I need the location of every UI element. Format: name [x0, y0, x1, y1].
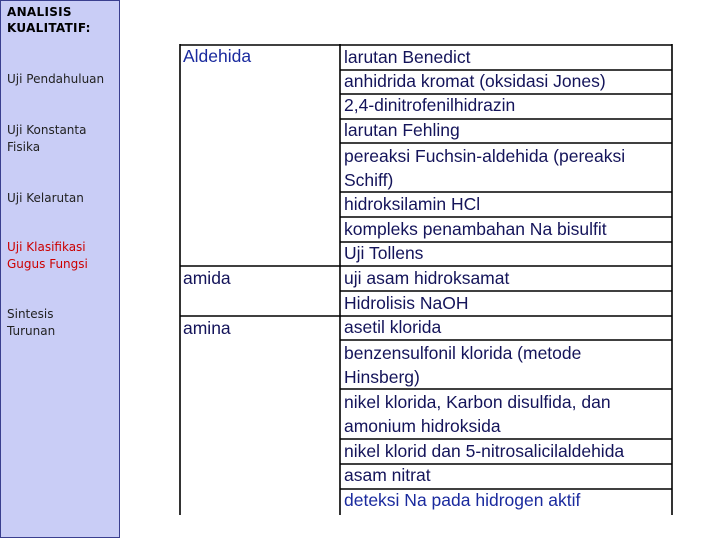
test-cell: deteksi Na pada hidrogen aktif [344, 490, 581, 510]
sidebar-item-label: Uji Pendahuluan [7, 72, 105, 86]
test-cell: hidroksilamin HCl [344, 194, 481, 214]
test-cell-line: amonium hidroksida [344, 416, 501, 436]
sidebar-item-label: Uji Klasifikasi [7, 240, 86, 254]
sidebar-item-label: Uji Konstanta [7, 123, 87, 137]
sidebar-item-uji-kelarutan[interactable] [7, 190, 84, 207]
group-label-amina: amina [183, 318, 231, 338]
group-label-aldehida: Aldehida [183, 46, 252, 66]
sidebar-nav [0, 0, 120, 538]
test-cell: asam nitrat [344, 465, 431, 485]
test-cell-line: Schiff) [344, 170, 394, 190]
test-cell: anhidrida kromat (oksidasi Jones) [344, 71, 606, 91]
test-cell: nikel klorid dan 5-nitrosalicilaldehida [344, 441, 625, 461]
test-cell: larutan Benedict [344, 47, 471, 67]
functional-group-test-table [179, 44, 673, 515]
sidebar-heading [7, 4, 91, 36]
test-cell [344, 144, 625, 192]
sidebar-item-sintesis-turunan[interactable] [7, 306, 55, 340]
test-cell: Uji Tollens [344, 243, 424, 263]
sidebar-heading-line: ANALISIS [7, 5, 72, 19]
group-label-amida: amida [183, 268, 231, 288]
sidebar-item-label: Fisika [7, 140, 41, 154]
test-cell [344, 390, 611, 438]
sidebar-item-uji-klasifikasi-gugus-fungsi[interactable] [7, 239, 88, 273]
test-cell: Hidrolisis NaOH [344, 293, 469, 313]
sidebar-item-label: Uji Kelarutan [7, 191, 84, 205]
sidebar-item-uji-pendahuluan[interactable] [7, 71, 104, 88]
test-cell-line: pereaksi Fuchsin-aldehida (pereaksi [344, 146, 626, 166]
test-cell [344, 341, 581, 389]
test-cell: asetil klorida [344, 317, 442, 337]
test-cell: larutan Fehling [344, 120, 460, 140]
test-cell: 2,4-dinitrofenilhidrazin [344, 95, 516, 115]
sidebar-item-label: Sintesis [7, 307, 54, 321]
test-cell-line: Hinsberg) [344, 367, 420, 387]
sidebar-item-label: Turunan [7, 324, 56, 338]
test-cell: uji asam hidroksamat [344, 268, 510, 288]
sidebar-item-label: Gugus Fungsi [7, 257, 88, 271]
test-cell-line: benzensulfonil klorida (metode [344, 343, 582, 363]
sidebar-heading-line: KUALITATIF: [7, 21, 91, 35]
test-cell: kompleks penambahan Na bisulfit [344, 219, 607, 239]
sidebar-item-uji-konstanta-fisika[interactable] [7, 122, 86, 156]
test-cell-line: nikel klorida, Karbon disulfida, dan [344, 392, 611, 412]
